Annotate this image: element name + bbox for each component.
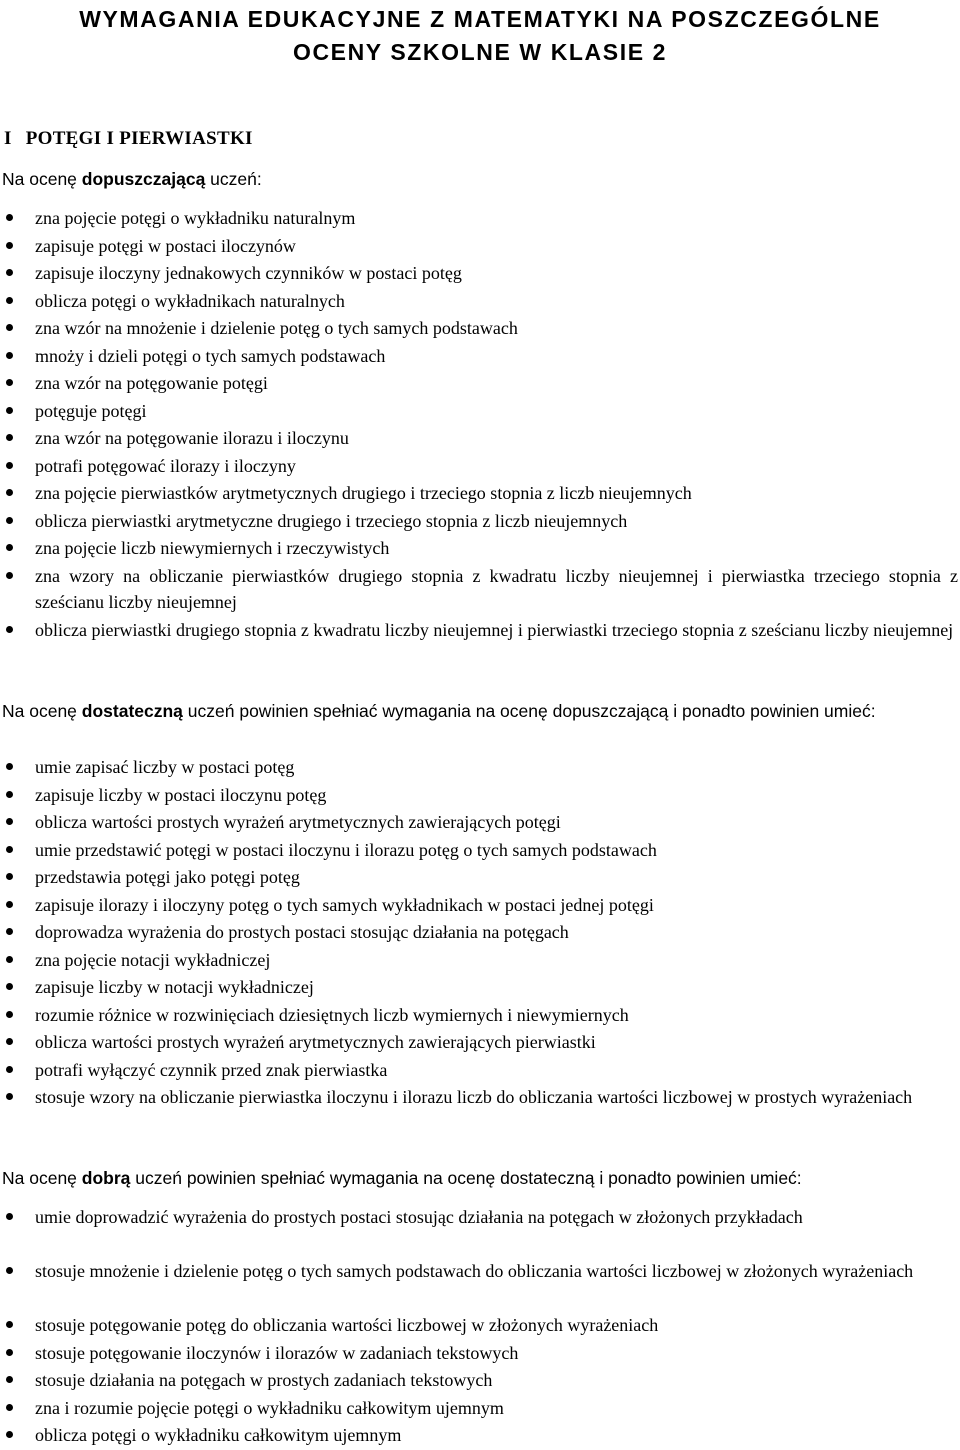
list-item-text: umie przedstawić potęgi w postaci iloczynu i ilorazu potęg o tych samych podstawach: [35, 839, 657, 860]
bullet-icon: [6, 517, 13, 524]
bullet-icon: [6, 818, 13, 825]
section-number: I: [4, 128, 12, 149]
list-item-text: zapisuje potęgi w postaci iloczynów: [35, 235, 296, 256]
list-item: [0, 974, 958, 1002]
list-item: [0, 425, 958, 453]
bullet-icon: [6, 983, 13, 990]
document-title: [0, 0, 960, 69]
intro-text: uczeń powinien spełniać wymagania na ocenę dopuszczającą i ponadto powinien umieć:: [182, 701, 876, 721]
list-item: [0, 809, 958, 837]
list-item: [0, 535, 958, 563]
bullet-icon: [6, 1404, 13, 1411]
bullet-icon: [6, 269, 13, 276]
list-item: [0, 1002, 958, 1030]
list-item-text: potrafi potęgować ilorazy i iloczyny: [35, 455, 296, 476]
list-item-text: umie zapisać liczby w postaci potęg: [35, 757, 295, 777]
list-item-text: potęguje potęgi: [35, 400, 147, 421]
bullet-icon: [6, 873, 13, 880]
grade-intro-dobra: [2, 1165, 958, 1191]
list-item-text: stosuje wzory na obliczanie pierwiastka iloczynu i ilorazu liczb do obliczania wartości liczbowej w prostych wyrażeniach: [35, 1087, 913, 1107]
list-item: [0, 1422, 958, 1450]
list-item-text: stosuje potęgowanie iloczynów i ilorazów w zadaniach tekstowych: [35, 1342, 519, 1363]
list-item: [0, 1029, 958, 1057]
list-item-text: oblicza pierwiastki arytmetyczne drugiego i trzeciego stopnia z liczb nieujemnych: [35, 510, 628, 531]
list-item-text: zna pojęcie liczb niewymiernych i rzeczywistych: [35, 538, 390, 558]
requirements-list-dobra: [0, 1204, 958, 1450]
bullet-icon: [6, 1011, 13, 1018]
list-item: [0, 343, 958, 371]
intro-text: Na ocenę: [2, 169, 82, 189]
list-item: [0, 919, 958, 947]
list-item-text: mnoży i dzieli potęgi o tych samych podstawach: [35, 345, 386, 366]
list-item: [0, 315, 958, 343]
list-item: [0, 453, 958, 481]
bullet-icon: [6, 1038, 13, 1045]
list-item: [0, 508, 958, 536]
list-item-text: stosuje potęgowanie potęg do obliczania wartości liczbowej w złożonych wyrażeniach: [35, 1315, 659, 1335]
list-item-text: oblicza wartości prostych wyrażeń arytmetycznych zawierających pierwiastki: [35, 1032, 596, 1052]
list-item: [0, 782, 958, 810]
list-item-text: przedstawia potęgi jako potęgi potęg: [35, 867, 300, 887]
list-item-text: zna pojęcie notacji wykładniczej: [35, 949, 271, 970]
list-item: [0, 617, 958, 671]
list-item-text: stosuje działania na potęgach w prostych zadaniach tekstowych: [35, 1370, 493, 1390]
list-item: [0, 1312, 958, 1340]
list-item: [0, 398, 958, 426]
bullet-icon: [6, 572, 13, 579]
bullet-icon: [6, 214, 13, 221]
grade-intro-dopuszczajaca: [2, 166, 958, 192]
bullet-icon: [6, 1066, 13, 1073]
list-item: [0, 1258, 958, 1312]
list-item-text: zapisuje ilorazy i iloczyny potęg o tych samych wykładnikach w postaci jednej potęgi: [35, 894, 654, 915]
requirements-list-dopuszczajaca: [0, 205, 958, 671]
list-item: [0, 288, 958, 316]
list-item-text: zna wzór na potęgowanie ilorazu i iloczynu: [35, 428, 349, 448]
list-item: [0, 205, 958, 233]
bullet-icon: [6, 1376, 13, 1383]
bullet-icon: [6, 763, 13, 770]
intro-text: Na ocenę: [2, 701, 82, 721]
bullet-icon: [6, 1093, 13, 1100]
bullet-icon: [6, 1349, 13, 1356]
list-item: [0, 1367, 958, 1395]
list-item: [0, 260, 958, 288]
list-item-text: potrafi wyłączyć czynnik przed znak pierwiastka: [35, 1059, 388, 1080]
bullet-icon: [6, 379, 13, 386]
list-item: [0, 864, 958, 892]
list-item-text: zna wzór na mnożenie i dzielenie potęg o tych samych podstawach: [35, 318, 518, 338]
list-item: [0, 1084, 958, 1138]
list-item: [0, 947, 958, 975]
list-item-text: rozumie różnice w rozwinięciach dziesiętnych liczb wymiernych i niewymiernych: [35, 1004, 629, 1025]
list-item-text: zna wzór na potęgowanie potęgi: [35, 373, 268, 393]
intro-text: Na ocenę: [2, 1168, 82, 1188]
bullet-icon: [6, 242, 13, 249]
section-heading: [4, 127, 253, 151]
list-item: [0, 754, 958, 782]
list-item-text: oblicza potęgi o wykładniku całkowitym ujemnym: [35, 1425, 402, 1445]
bullet-icon: [6, 1431, 13, 1438]
list-item: [0, 1340, 958, 1368]
document-title-line-1: WYMAGANIA EDUKACYJNE Z MATEMATYKI NA POSZCZEGÓLNE: [79, 6, 881, 32]
requirements-list-dostateczna: [0, 754, 958, 1138]
list-item-text: zna i rozumie pojęcie potęgi o wykładniku całkowitym ujemnym: [35, 1397, 504, 1418]
bullet-icon: [6, 928, 13, 935]
bullet-icon: [6, 489, 13, 496]
bullet-icon: [6, 626, 13, 633]
list-item-text: doprowadza wyrażenia do prostych postaci stosując działania na potęgach: [35, 922, 569, 942]
list-item-text: zapisuje liczby w notacji wykładniczej: [35, 977, 314, 997]
list-item-text: stosuje mnożenie i dzielenie potęg o tych samych podstawach do obliczania wartości liczbowej w złożonych wyrażeniach: [35, 1261, 914, 1281]
list-item-text: oblicza wartości prostych wyrażeń arytmetycznych zawierających potęgi: [35, 812, 561, 832]
grade-name: dobrą: [81, 1168, 131, 1188]
list-item: [0, 480, 958, 508]
bullet-icon: [6, 1267, 13, 1274]
list-item: [0, 233, 958, 261]
bullet-icon: [6, 1213, 13, 1220]
list-item: [0, 892, 958, 920]
bullet-icon: [6, 791, 13, 798]
list-item-text: zna wzory na obliczanie pierwiastków drugiego stopnia z kwadratu liczby nieujemnej i pierwiastka trzeciego stopnia z sześcianu liczby nieujemnej: [35, 565, 958, 612]
list-item: [0, 1204, 958, 1258]
list-item: [0, 370, 958, 398]
document-title-line-2: OCENY SZKOLNE W KLASIE 2: [292, 39, 668, 65]
bullet-icon: [6, 434, 13, 441]
intro-text: uczeń:: [205, 169, 262, 189]
grade-name: dopuszczającą: [81, 169, 206, 189]
bullet-icon: [6, 352, 13, 359]
bullet-icon: [6, 846, 13, 853]
list-item-text: oblicza pierwiastki drugiego stopnia z kwadratu liczby nieujemnej i pierwiastki trzeciego stopnia z sześcianu liczby nieujemnej: [35, 619, 954, 640]
bullet-icon: [6, 297, 13, 304]
list-item-text: zna pojęcie potęgi o wykładniku naturalnym: [35, 208, 356, 228]
bullet-icon: [6, 901, 13, 908]
bullet-icon: [6, 407, 13, 414]
bullet-icon: [6, 1321, 13, 1328]
list-item-text: zapisuje iloczyny jednakowych czynników w postaci potęg: [35, 263, 462, 283]
list-item: [0, 1395, 958, 1423]
list-item-text: oblicza potęgi o wykładnikach naturalnych: [35, 290, 345, 311]
grade-intro-dostateczna: [2, 698, 958, 724]
bullet-icon: [6, 544, 13, 551]
bullet-icon: [6, 956, 13, 963]
list-item: [0, 563, 958, 617]
intro-text: uczeń powinien spełniać wymagania na ocenę dostateczną i ponadto powinien umieć:: [130, 1168, 802, 1188]
bullet-icon: [6, 462, 13, 469]
list-item-text: umie doprowadzić wyrażenia do prostych postaci stosując działania na potęgach w złożonych przykładach: [35, 1207, 803, 1227]
list-item-text: zapisuje liczby w postaci iloczynu potęg: [35, 784, 327, 805]
bullet-icon: [6, 324, 13, 331]
list-item: [0, 1057, 958, 1085]
grade-name: dostateczną: [81, 701, 183, 721]
list-item: [0, 837, 958, 865]
section-title: POTĘGI I PIERWIASTKI: [25, 128, 253, 149]
list-item-text: zna pojęcie pierwiastków arytmetycznych drugiego i trzeciego stopnia z liczb nieujemnych: [35, 483, 692, 503]
